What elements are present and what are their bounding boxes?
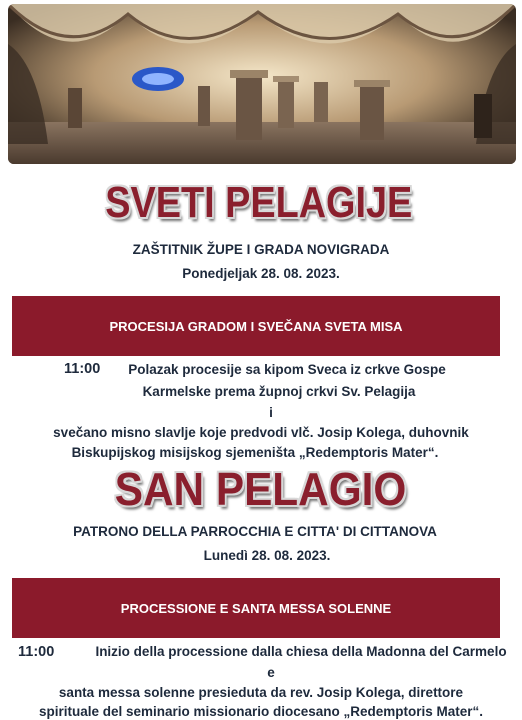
program-line-hr-1: Polazak procesije sa kipom Sveca iz crkve Gospe — [128, 362, 446, 377]
time-croatian: 11:00 — [64, 361, 101, 377]
title-croatian: SVETI PELAGIJE — [105, 178, 413, 227]
program-line-it-4: spirituale del seminario missionario diocesano „Redemptoris Mater“. — [38, 704, 484, 719]
title-italian: SAN PELAGIO — [114, 463, 407, 515]
crypt-photo — [8, 4, 516, 164]
banner-croatian — [12, 296, 500, 356]
subtitle-italian: PATRONO DELLA PARROCCHIA E CITTA' DI CITTANOVA — [73, 524, 437, 539]
date-croatian: Ponedjeljak 28. 08. 2023. — [182, 266, 340, 281]
subtitle-croatian: ZAŠTITNIK ŽUPE I GRADA NOVIGRADA — [132, 242, 390, 257]
date-italian: Lunedì 28. 08. 2023. — [203, 548, 331, 563]
program-line-hr-3: i — [269, 405, 273, 420]
program-line-hr-2: Karmelske prema župnoj crkvi Sv. Pelagija — [142, 384, 416, 399]
program-line-it-1: Inizio della processione dalla chiesa della Madonna del Carmelo — [95, 644, 507, 659]
program-line-it-2: e — [267, 665, 275, 680]
program-line-it-3: santa messa solenne presieduta da rev. Josip Kolega, direttore — [58, 685, 464, 700]
program-line-hr-5: Biskupijskog misijskog sjemeništa „Redemptoris Mater“. — [71, 445, 439, 460]
banner-italian-label: PROCESSIONE E SANTA MESSA SOLENNE — [120, 600, 392, 616]
program-line-hr-4: svečano misno slavlje koje predvodi vlč. Josip Kolega, duhovnik — [53, 425, 469, 440]
banner-italian — [12, 578, 500, 638]
banner-croatian-label: PROCESIJA GRADOM I SVEČANA SVETA MISA — [109, 318, 403, 334]
time-italian: 11:00 — [18, 644, 55, 660]
